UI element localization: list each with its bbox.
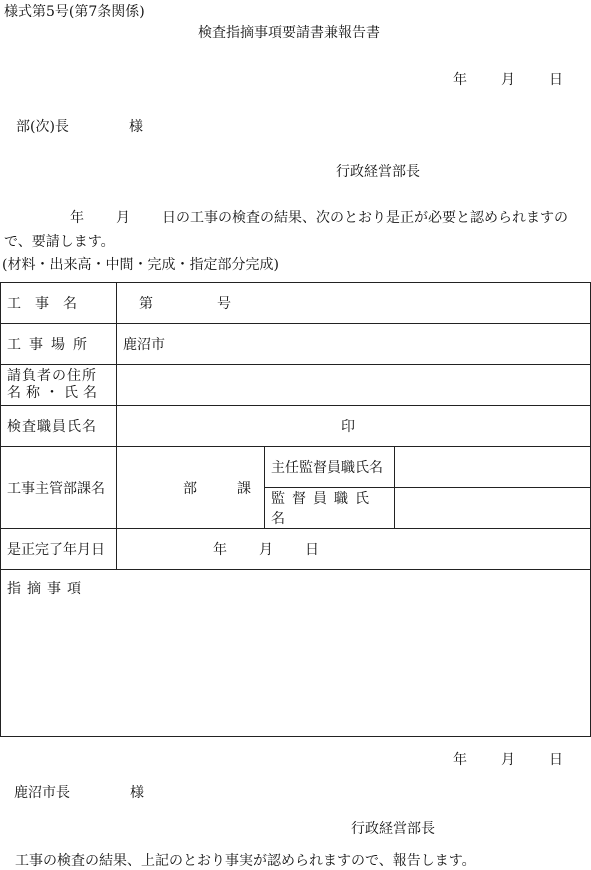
report-addressee-name: 鹿沼市長	[14, 785, 70, 801]
department-dept: 部	[183, 480, 197, 497]
inspection-form-table	[0, 282, 591, 737]
document-title: 検査指摘事項要請書兼報告書	[198, 25, 380, 41]
request-date-month: 月	[501, 72, 515, 88]
request-body-year: 年	[70, 210, 84, 226]
report-date	[453, 749, 563, 769]
report-body: 工事の検査の結果、上記のとおり事実が認められますので、報告します。	[15, 853, 476, 869]
request-body-line1	[6, 207, 568, 227]
completion-day: 日	[305, 542, 319, 558]
request-date-day: 日	[549, 72, 563, 88]
value-project-name	[117, 283, 591, 324]
row-department-a	[1, 447, 591, 488]
department-section: 課	[237, 480, 251, 497]
label-contractor-line2: 名称・氏名	[7, 385, 102, 401]
value-inspector	[117, 406, 591, 447]
request-addressee-name: 部(次)長	[16, 119, 69, 135]
report-date-month: 月	[501, 752, 515, 768]
form-number: 様式第5号(第7条関係)	[4, 4, 145, 20]
row-inspector	[1, 406, 591, 447]
label-department: 工事主管部課名	[1, 447, 117, 529]
value-chief-supervisor	[395, 447, 591, 488]
request-date	[453, 69, 563, 89]
inspection-kinds: (材料・出来高・中間・完成・指定部分完成)	[2, 257, 279, 273]
request-body-line2: で、要請します。	[4, 234, 115, 250]
remarks-area	[1, 570, 591, 737]
label-contractor	[1, 365, 117, 406]
request-date-year: 年	[453, 72, 467, 88]
label-remarks: 指摘事項	[7, 581, 87, 597]
label-inspector: 検査職員氏名	[1, 406, 117, 447]
request-sender: 行政経営部長	[336, 164, 420, 180]
request-body-month: 月	[116, 210, 130, 226]
report-sender: 行政経営部長	[351, 821, 435, 837]
seal-mark: 印	[341, 419, 355, 435]
label-completion-date: 是正完了年月日	[1, 529, 117, 570]
value-completion-date	[117, 529, 591, 570]
label-supervisor: 監督員職氏名	[265, 488, 395, 529]
completion-year: 年	[213, 542, 227, 558]
row-completion-date	[1, 529, 591, 570]
row-remarks	[1, 570, 591, 737]
report-date-day: 日	[549, 752, 563, 768]
row-project-site	[1, 324, 591, 365]
request-honorific: 様	[128, 119, 143, 135]
project-number-prefix: 第	[139, 296, 153, 312]
completion-month: 月	[259, 542, 273, 558]
project-number-suffix: 号	[217, 296, 231, 312]
report-honorific: 様	[130, 785, 144, 801]
value-department	[117, 447, 265, 529]
row-contractor	[1, 365, 591, 406]
label-project-name: 工 事 名	[1, 283, 117, 324]
label-chief-supervisor: 主任監督員職氏名	[265, 447, 395, 488]
row-project-name	[1, 283, 591, 324]
report-addressee	[14, 782, 144, 802]
request-body-text: 日の工事の検査の結果、次のとおり是正が必要と認められますの	[162, 210, 568, 226]
label-contractor-line1: 請負者の住所	[7, 368, 97, 384]
value-contractor	[117, 365, 591, 406]
value-supervisor	[395, 488, 591, 529]
value-project-site: 鹿沼市	[117, 324, 591, 365]
request-addressee	[16, 116, 143, 136]
label-project-site: 工事場所	[1, 324, 117, 365]
report-date-year: 年	[453, 752, 467, 768]
